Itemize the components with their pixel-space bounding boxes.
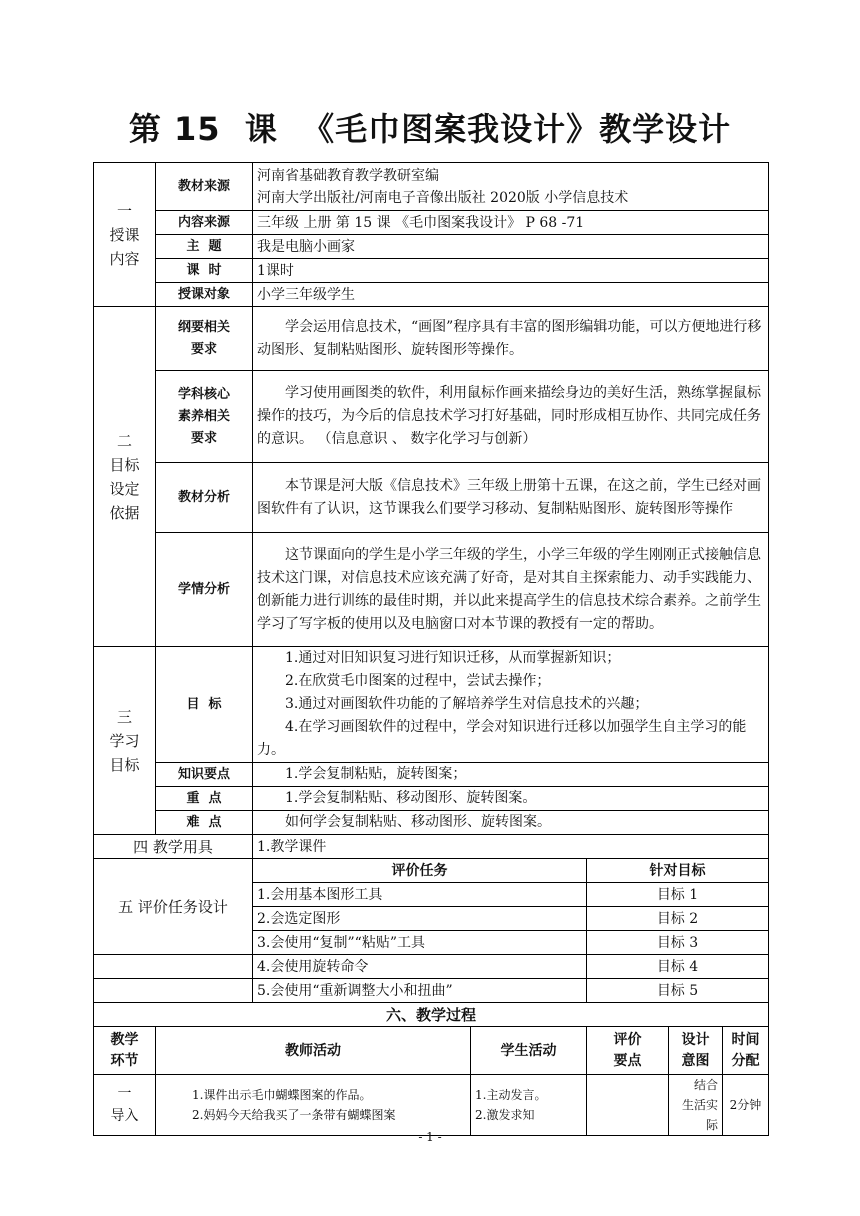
row-label: 主 题 [156, 235, 253, 259]
col-header-stage: 教学 环节 [94, 1027, 156, 1075]
section-2-label: 二 目标 设定 依据 [94, 307, 156, 647]
row-label: 纲要相关 要求 [156, 307, 253, 371]
col-header-student: 学生活动 [471, 1027, 587, 1075]
row-value: 如何学会复制粘贴、移动图形、旋转图案。 [253, 811, 769, 835]
empty-cell [94, 955, 253, 979]
col-header-eval: 评价 要点 [587, 1027, 669, 1075]
row-value: 三年级 上册 第 15 课 《毛巾图案我设计》 P 68 -71 [253, 211, 769, 235]
eval-task: 2.会选定图形 [253, 907, 587, 931]
section-5-label: 五 评价任务设计 [94, 859, 253, 955]
eval-goal: 目标 2 [587, 907, 769, 931]
row-value: 1.学会复制粘贴、移动图形、旋转图案。 [253, 787, 769, 811]
goal-item: 1.通过对旧知识复习进行知识迁移，从而掌握新知识； [285, 650, 621, 666]
goal-label: 目 标 [156, 647, 253, 763]
row-label: 内容来源 [156, 211, 253, 235]
section-3-label: 三 学习 目标 [94, 647, 156, 835]
row-label: 教材分析 [156, 463, 253, 533]
row-label: 知识要点 [156, 763, 253, 787]
eval-goal: 目标 5 [587, 979, 769, 1003]
goal-item: 4.在学习画图软件的过程中，学会对知识进行迁移以加强学生自主学习的能力。 [257, 719, 747, 758]
row-label: 课 时 [156, 259, 253, 283]
col-header-intent: 设计 意图 [669, 1027, 723, 1075]
row-value: 1.教学课件 [253, 835, 769, 859]
eval-task: 5.会使用“重新调整大小和扭曲” [253, 979, 587, 1003]
page-number: - 1 - [418, 1130, 442, 1144]
section-1-label: 一 授课 内容 [94, 163, 156, 307]
goal-item: 2.在欣赏毛巾图案的过程中，尝试去操作； [285, 673, 551, 689]
col-header-time: 时间 分配 [723, 1027, 769, 1075]
eval-task: 4.会使用旋转命令 [253, 955, 587, 979]
time-allocation: 2分钟 [723, 1075, 769, 1136]
row-value: 本节课是河大版《信息技术》三年级上册第十五课，在这之前，学生已经对画图软件有了认识，这节课我么们要学习移动、复制粘贴图形、旋转图形等操作 [253, 463, 769, 533]
row-value: 1.学会复制粘贴，旋转图案； [253, 763, 769, 787]
target-goal-header: 针对目标 [587, 859, 769, 883]
eval-task-header: 评价任务 [253, 859, 587, 883]
eval-goal: 目标 1 [587, 883, 769, 907]
row-value: 学习使用画图类的软件，利用鼠标作画来描绘身边的美好生活，熟练掌握鼠标操作的技巧，为今后的信息技术学习打好基础，同时形成相互协作、共同完成任务的意识。 （信息意识 、 数字化学习与创新） [253, 371, 769, 463]
empty-cell [94, 979, 253, 1003]
row-label: 学科核心 素养相关 要求 [156, 371, 253, 463]
student-activity: 1.主动发言。 2.激发求知 [471, 1075, 587, 1136]
row-value: 小学三年级学生 [253, 283, 769, 307]
eval-point [587, 1075, 669, 1136]
row-label: 重 点 [156, 787, 253, 811]
design-intent: 结合 生活实际 [669, 1075, 723, 1136]
eval-goal: 目标 4 [587, 955, 769, 979]
page-title: 第 15 课 《毛巾图案我设计》教学设计 [128, 110, 732, 148]
eval-task: 3.会使用“复制”“粘贴”工具 [253, 931, 587, 955]
row-label: 学情分析 [156, 533, 253, 647]
goal-item: 3.通过对画图软件功能的了解培养学生对信息技术的兴趣； [285, 696, 649, 712]
row-value: 我是电脑小画家 [253, 235, 769, 259]
row-label: 难 点 [156, 811, 253, 835]
row-value: 学会运用信息技术，“画图”程序具有丰富的图形编辑功能，可以方便地进行移动图形、复制粘贴图形、旋转图形等操作。 [253, 307, 769, 371]
lesson-plan-table [93, 162, 769, 1136]
stage-cell: 一 导入 [94, 1075, 156, 1136]
teacher-activity: 1.课件出示毛巾蝴蝶图案的作品。 2.妈妈今天给我买了一条带有蝴蝶图案 [156, 1075, 471, 1136]
section-6-title: 六、教学过程 [94, 1003, 769, 1027]
row-value: 这节课面向的学生是小学三年级的学生，小学三年级的学生刚刚正式接触信息技术这门课，对信息技术应该充满了好奇，是对其自主探索能力、动手实践能力、创新能力进行训练的最佳时期，并以此来提高学生的信息技术综合素养。之前学生学习了写字板的使用以及电脑窗口对本节课的教授有一定的帮助。 [253, 533, 769, 647]
row-value: 河南省基础教育教学教研室编 河南大学出版社/河南电子音像出版社 2020版 小学信息技术 [253, 163, 769, 211]
eval-goal: 目标 3 [587, 931, 769, 955]
col-header-teacher: 教师活动 [156, 1027, 471, 1075]
section-4-label: 四 教学用具 [94, 835, 253, 859]
row-label: 教材来源 [156, 163, 253, 211]
goals-list [253, 647, 769, 763]
row-label: 授课对象 [156, 283, 253, 307]
row-value: 1课时 [253, 259, 769, 283]
eval-task: 1.会用基本图形工具 [253, 883, 587, 907]
